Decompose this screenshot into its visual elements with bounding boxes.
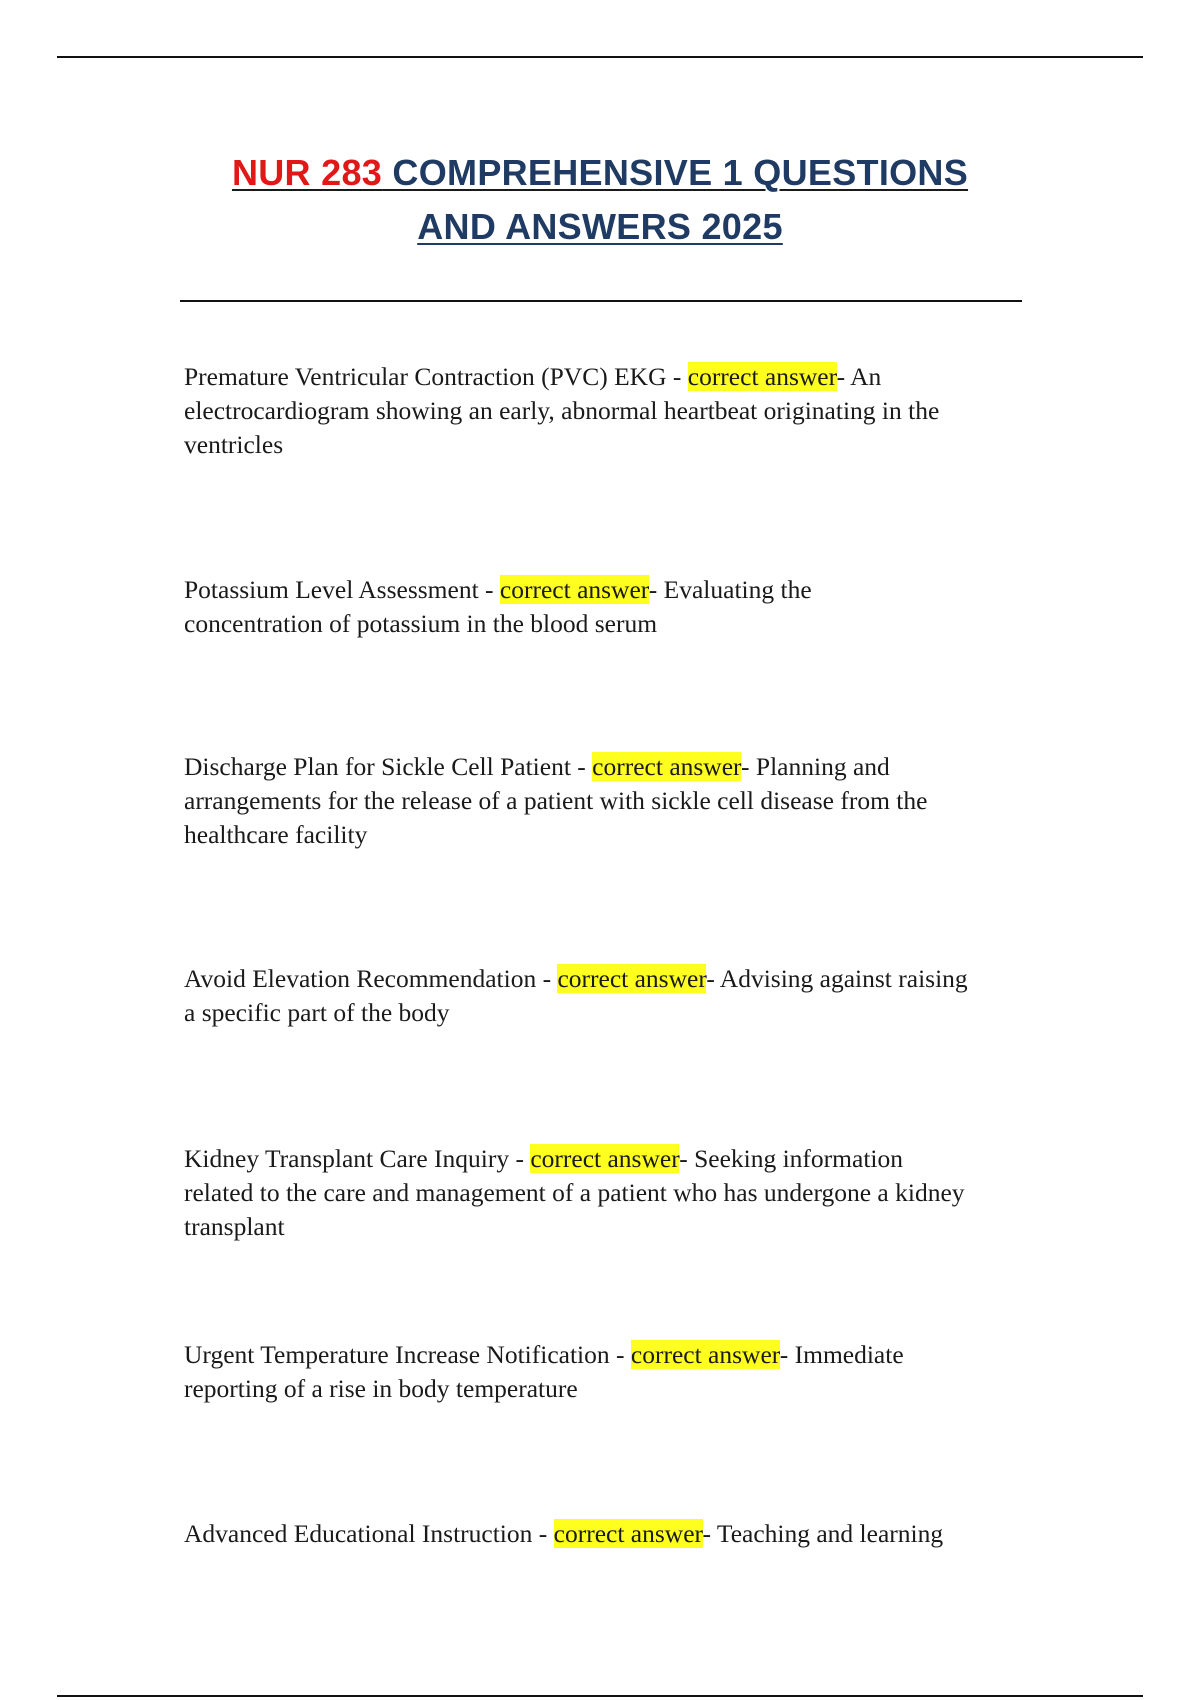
entry-term: Advanced Educational Instruction	[184, 1519, 533, 1548]
title-divider	[180, 300, 1022, 302]
course-code: NUR 283	[231, 152, 383, 193]
correct-answer-label: correct answer	[592, 752, 742, 781]
title-line-1	[232, 146, 968, 200]
entry-separator: -	[609, 1340, 631, 1369]
entry-separator: -	[532, 1519, 554, 1548]
top-rule	[57, 56, 1143, 58]
entry-definition: - Teaching and learning	[702, 1519, 944, 1548]
entry-term: Discharge Plan for Sickle Cell Patient	[184, 752, 571, 781]
correct-answer-label: correct answer	[630, 1340, 780, 1369]
entry-term: Avoid Elevation Recommendation	[184, 964, 537, 993]
entry-definition: - An electrocardiogram showing an early, abnormal heartbeat originating in the ventricles	[184, 362, 940, 459]
correct-answer-label: correct answer	[557, 964, 707, 993]
entry-definition: - Planning and arrangements for the release of a patient with sickle cell disease from the healthcare facility	[184, 752, 928, 849]
qa-entry	[184, 750, 1004, 852]
entry-term: Urgent Temperature Increase Notification	[184, 1340, 610, 1369]
title-line-1-text: COMPREHENSIVE 1 QUESTIONS	[382, 152, 969, 193]
bottom-rule	[57, 1695, 1143, 1697]
entry-definition: - Seeking information related to the care and management of a patient who has undergone a kidney transplant	[184, 1144, 965, 1241]
qa-entry	[184, 573, 904, 641]
document-title	[160, 146, 1040, 254]
entry-separator: -	[478, 575, 500, 604]
title-line-2: AND ANSWERS 2025	[417, 206, 783, 247]
entry-definition: - Evaluating the concentration of potassium in the blood serum	[184, 575, 812, 638]
correct-answer-label: correct answer	[687, 362, 837, 391]
entry-term: Potassium Level Assessment	[184, 575, 479, 604]
entry-separator: -	[570, 752, 593, 781]
qa-entry	[184, 360, 944, 462]
qa-entry	[184, 1142, 974, 1244]
entry-separator: -	[509, 1144, 531, 1173]
correct-answer-label: correct answer	[499, 575, 649, 604]
entry-definition: - Advising against raising a specific part of the body	[184, 964, 968, 1027]
correct-answer-label: correct answer	[553, 1519, 703, 1548]
qa-entry	[184, 962, 984, 1030]
entry-separator: -	[536, 964, 558, 993]
correct-answer-label: correct answer	[530, 1144, 680, 1173]
entry-definition: - Immediate reporting of a rise in body temperature	[184, 1340, 904, 1403]
qa-entry	[184, 1517, 1084, 1551]
entry-term: Kidney Transplant Care Inquiry	[184, 1144, 510, 1173]
entry-term: Premature Ventricular Contraction (PVC) EKG	[184, 362, 667, 391]
qa-entry	[184, 1338, 984, 1406]
entry-separator: -	[666, 362, 688, 391]
